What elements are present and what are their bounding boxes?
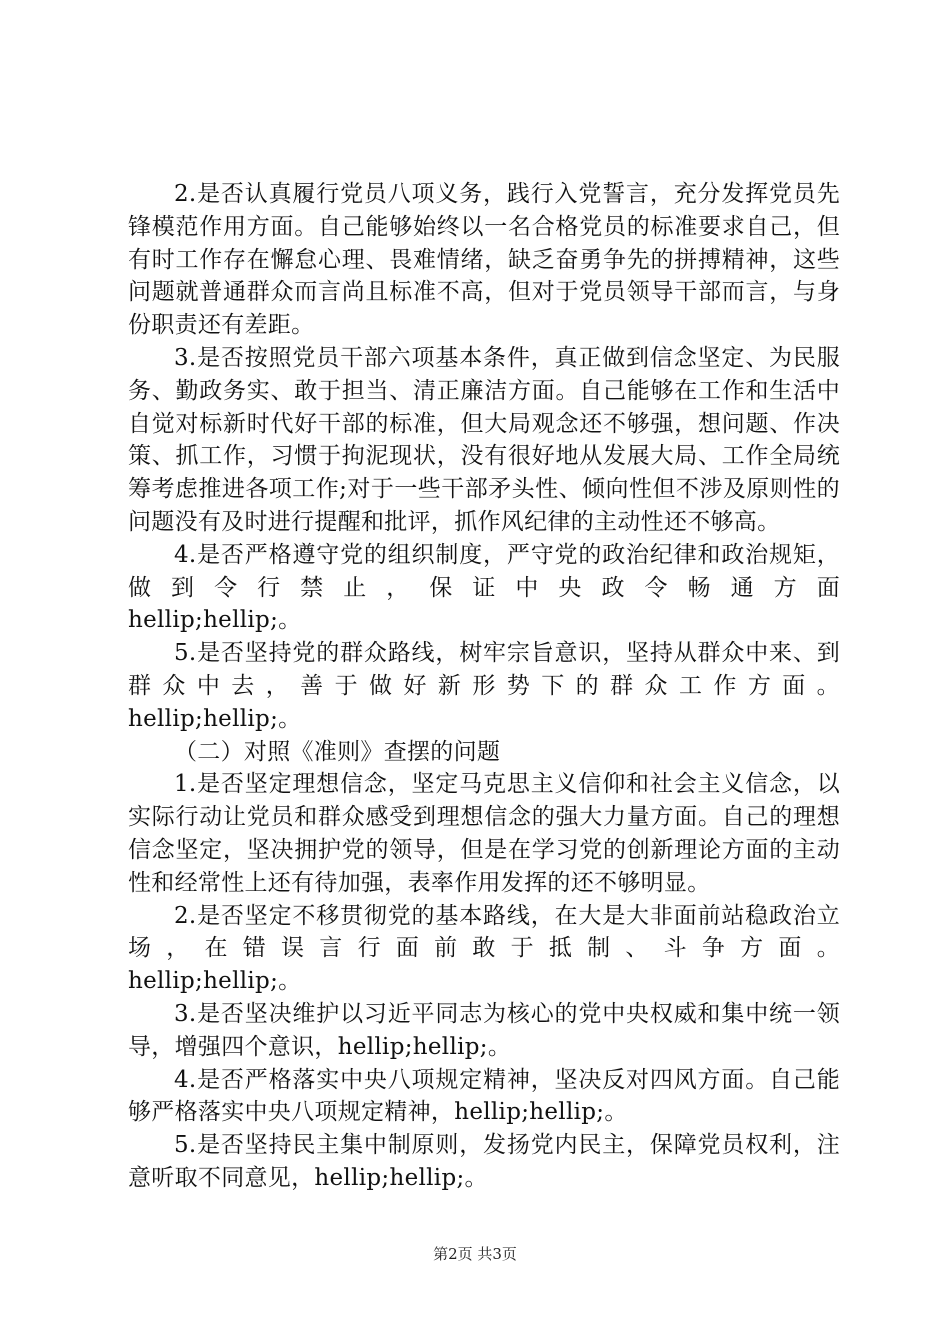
paragraph-mass-line: 5.是否坚持党的群众路线，树牢宗旨意识，坚持从群众中来、到群众中去，善于做好新形势下的群众工作方面。 — [128, 640, 840, 699]
section-heading: （二）对照《准则》查摆的问题 — [174, 738, 501, 765]
paragraph-cadre-conditions: 3.是否按照党员干部六项基本条件，真正做到信念坚定、为民服务、勤政务实、敢于担当、清正廉洁方面。自己能够在工作和生活中自觉对标新时代好干部的标准，但大局观念还不够强，想问题、作决策、抓工作，习惯于拘泥现状，没有很好地从发展大局、工作全局统筹考虑推进各项工作;对于一些干部矛头性、倾向性但不涉及原则性的问题没有及时进行提醒和批评，抓作风纪律的主动性还不够高。 — [128, 344, 840, 535]
paragraph-ideals-beliefs: 1.是否坚定理想信念，坚定马克思主义信仰和社会主义信念，以实际行动让党员和群众感受到理想信念的强大力量方面。自己的理想信念坚定，坚决拥护党的领导，但是在学习党的创新理论方面的主动性和经常性上还有待加强，表率作用发挥的还不够明显。 — [128, 771, 840, 896]
paragraph-organization-system: 4.是否严格遵守党的组织制度，严守党的政治纪律和政治规矩，做到令行禁止，保证中央政令畅通方面 — [128, 541, 840, 601]
paragraph-continuation: hellip;hellip;。 — [128, 705, 302, 732]
paragraph-continuation: hellip;hellip;。 — [128, 968, 302, 995]
paragraph-central-authority: 3.是否坚决维护以习近平同志为核心的党中央权威和集中统一领导，增强四个意识，hellip;hellip;。 — [128, 1000, 840, 1060]
paragraph-party-member-duties: 2.是否认真履行党员八项义务，践行入党誓言，充分发挥党员先锋模范作用方面。自己能够始终以一名合格党员的标准要求自己，但有时工作存在懈怠心理、畏难情绪，缺乏奋勇争先的拼搏精神，这些问题就普通群众而言尚且标准不高，但对于党员领导干部而言，与身份职责还有差距。 — [128, 181, 840, 339]
page-number-footer: 第2页 共3页 — [433, 1245, 517, 1263]
paragraph-continuation: hellip;hellip;。 — [128, 607, 302, 634]
paragraph-democratic-centralism: 5.是否坚持民主集中制原则，发扬党内民主，保障党员权利，注意听取不同意见，hellip;hellip;。 — [128, 1132, 840, 1191]
paragraph-eight-rules: 4.是否严格落实中央八项规定精神，坚决反对四风方面。自己能够严格落实中央八项规定精神，hellip;hellip;。 — [128, 1066, 840, 1126]
document-body — [128, 178, 840, 1195]
paragraph-basic-line: 2.是否坚定不移贯彻党的基本路线，在大是大非面前站稳政治立场，在错误言行面前敢于抵制、斗争方面。 — [128, 902, 840, 962]
